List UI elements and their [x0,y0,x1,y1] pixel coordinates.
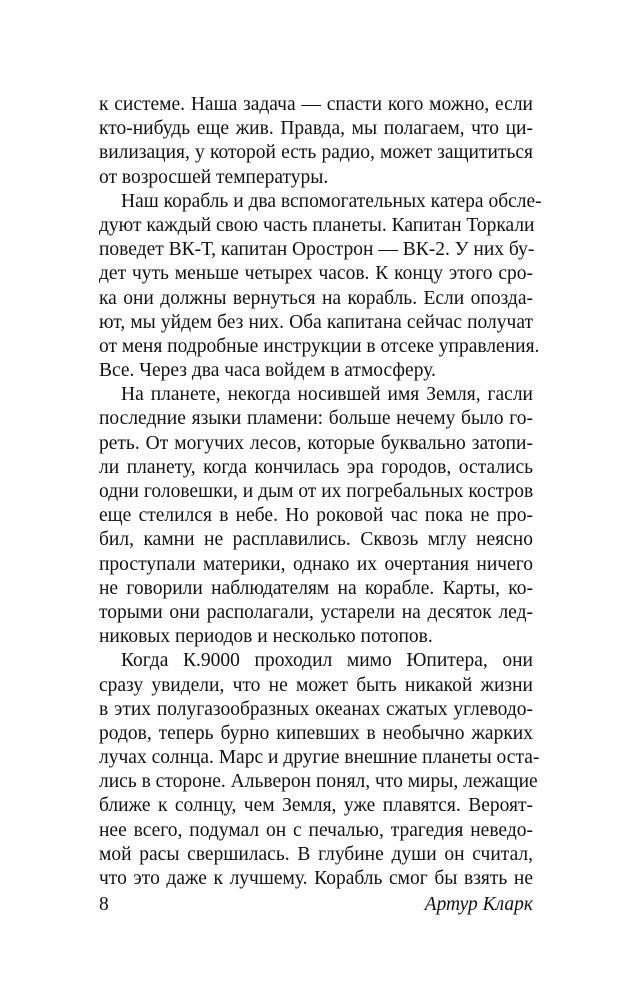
text-line: торыми они располагали, устарели на десяток лед- [99,601,533,623]
body-text [99,93,542,891]
text-line: от меня подробные инструкции в отсеке управления. [99,335,540,357]
text-line: Все. Через два часа войдем в атмосферу. [99,360,436,382]
text-line: последние языки пламени: больше нечему было го- [99,408,533,430]
text-line: к системе. Наша задача — спасти кого можно, если [99,94,533,115]
text-line: в этих полугазообразных океанах сжатых углеводо- [99,698,533,720]
text-line: ли планету, когда кончилась эра городов, остались [99,456,533,478]
text-line: лись в стороне. Альверон понял, что миры, лежащие [99,771,538,793]
text-line: никовых периодов и несколько потопов. [99,626,433,648]
text-line: На планете, некогда носившей имя Земля, гасли [121,384,533,406]
text-line: дет чуть меньше четырех часов. К концу этого сро- [99,263,533,285]
text-line: одни головешки, и дым от их погребальных костров [99,481,534,502]
running-head-author: Артур Кларк [424,894,533,915]
text-line: мой расы свершилась. В глубине души он считал, [99,843,533,865]
text-line: Когда К.9000 проходил мимо Юпитера, они [121,650,533,672]
text-line: нее всего, подумал он с печалью, трагедия неведо- [99,819,533,841]
text-line: сразу увидели, что не может быть никакой жизни [99,674,533,696]
text-line: лучах солнца. Марс и другие внешние планеты оста- [99,747,540,769]
page-footer [99,892,533,918]
text-line: родов, теперь бурно кипевших в необычно жарких [99,722,533,744]
text-line: ют, мы уйдем без них. Оба капитана сейчас получат [99,311,533,333]
text-line: Наш корабль и два вспомогательных катера обсле- [121,190,542,212]
page-number: 8 [99,894,109,915]
text-line: реть. От могучих лесов, которые буквально затопи- [99,432,533,454]
text-line: ближе к солнцу, чем Земля, уже плавятся. Вероят- [99,795,533,817]
text-line: вилизация, у которой есть радио, может защититься [99,142,533,164]
text-line: проступали материки, однако их очертания ничего [99,553,533,575]
text-line: дуют каждый свою часть планеты. Капитан Торкали [99,214,535,236]
text-line: что это даже к лучшему. Корабль смог бы взять не [99,868,533,889]
text-line: кто-нибудь еще жив. Правда, мы полагаем, что ци- [99,118,533,140]
text-line: от возросшей температуры. [99,166,329,188]
text-line: поведет ВК-Т, капитан Орострон — ВК-2. У них бу- [99,239,535,261]
text-line: бил, камни не расплавились. Сквозь мглу неясно [99,529,533,551]
text-line: еще стелился в небе. Но роковой час пока не про- [99,505,533,527]
text-line: ка они должны вернуться на корабль. Если опозда- [99,287,533,309]
text-line: не говорили наблюдателям на корабле. Карты, ко- [99,577,533,599]
